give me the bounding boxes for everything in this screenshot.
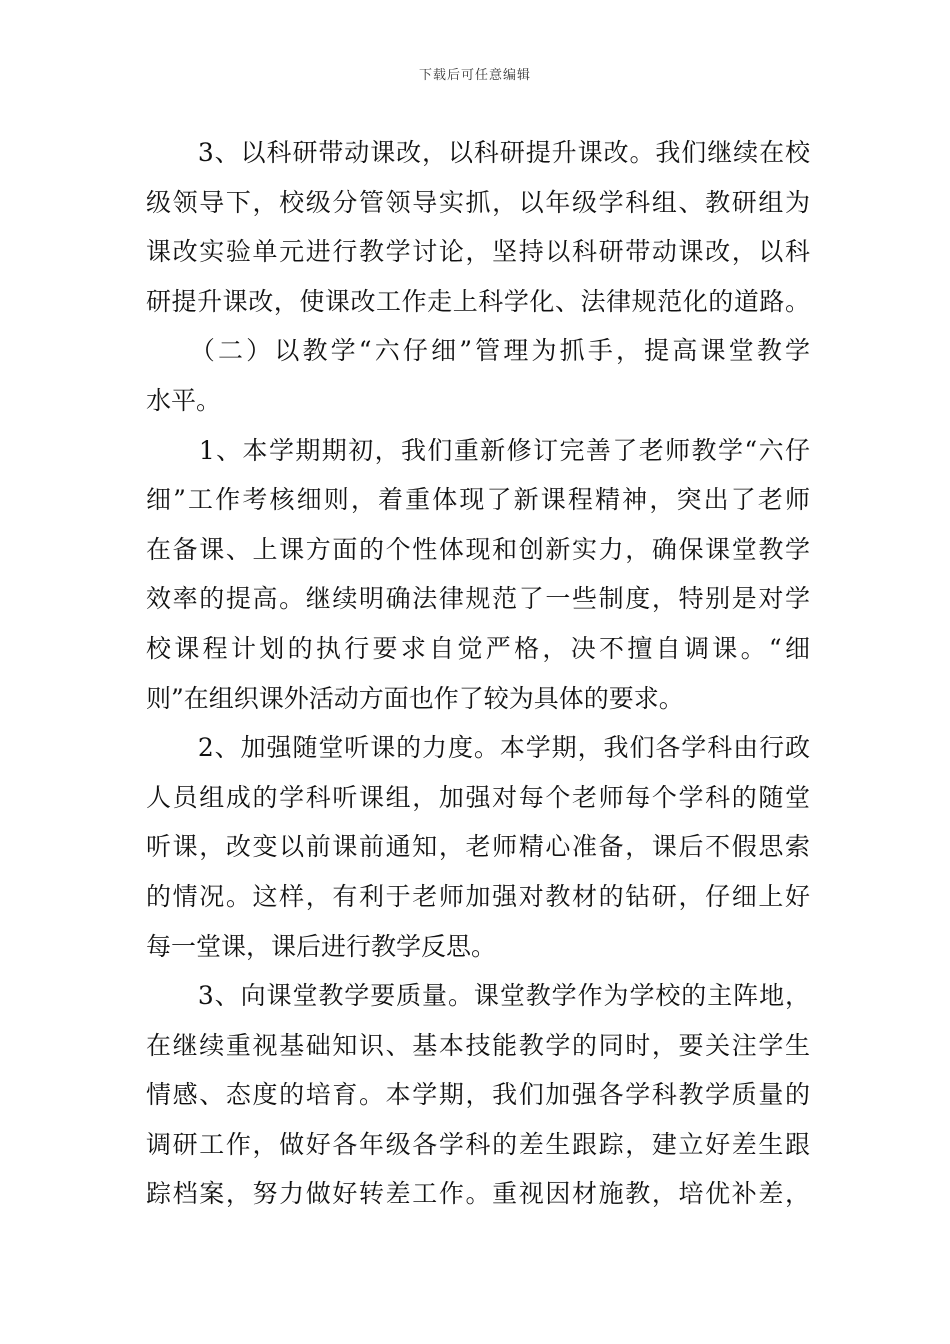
paragraph-4: [146, 723, 810, 971]
text-line: 的情况。这样，有利于老师加强对教材的钻研，仔细上好: [146, 881, 810, 911]
text-line: 校课程计划的执行要求自觉严格，决不擅自调课。“细: [146, 633, 810, 663]
paragraph-3: [146, 426, 810, 724]
text-line: 人员组成的学科听课组，加强对每个老师每个学科的随堂: [146, 782, 810, 812]
text-line: 在备课、上课方面的个性体现和创新实力，确保课堂教学: [146, 534, 810, 564]
text-line: 细”工作考核细则，着重体现了新课程精神，突出了老师: [146, 485, 810, 515]
text-line: 3、以科研带动课改，以科研提升课改。我们继续在校: [146, 138, 810, 167]
text-line: 级领导下，校级分管领导实抓，以年级学科组、教研组为: [146, 187, 810, 217]
text-line: （二）以教学“六仔细”管理为抓手，提高课堂教学: [146, 336, 810, 366]
text-line: 3、向课堂教学要质量。课堂教学作为学校的主阵地，: [146, 981, 810, 1011]
page-header-note: 下载后可任意编辑: [418, 68, 531, 83]
text-line: 效率的提高。继续明确法律规范了一些制度，特别是对学: [146, 584, 810, 614]
paragraph-1: [146, 128, 810, 326]
text-line: 每一堂课，课后进行教学反思。: [146, 931, 497, 961]
text-line: 调研工作，做好各年级各学科的差生跟踪，建立好差生跟: [146, 1129, 810, 1159]
text-line: 则”在组织课外活动方面也作了较为具体的要求。: [146, 683, 684, 713]
document-body: [146, 128, 810, 1219]
text-line: 在继续重视基础知识、基本技能教学的同时，要关注学生: [146, 1030, 810, 1060]
text-line: 水平。: [146, 385, 222, 415]
text-line: 研提升课改，使课改工作走上科学化、法律规范化的道路。: [146, 286, 810, 316]
text-line: 课改实验单元进行教学讨论，坚持以科研带动课改，以科: [146, 237, 810, 267]
text-line: 1、本学期期初，我们重新修订完善了老师教学“六仔: [146, 435, 810, 465]
text-line: 情感、态度的培育。本学期，我们加强各学科教学质量的: [146, 1080, 810, 1110]
text-line: 踪档案，努力做好转差工作。重视因材施教，培优补差，: [146, 1179, 810, 1209]
text-line: 2、加强随堂听课的力度。本学期，我们各学科由行政: [146, 733, 810, 763]
text-line: 听课，改变以前课前通知，老师精心准备，课后不假思索: [146, 832, 810, 862]
paragraph-2: [146, 326, 810, 425]
paragraph-5: [146, 971, 810, 1219]
